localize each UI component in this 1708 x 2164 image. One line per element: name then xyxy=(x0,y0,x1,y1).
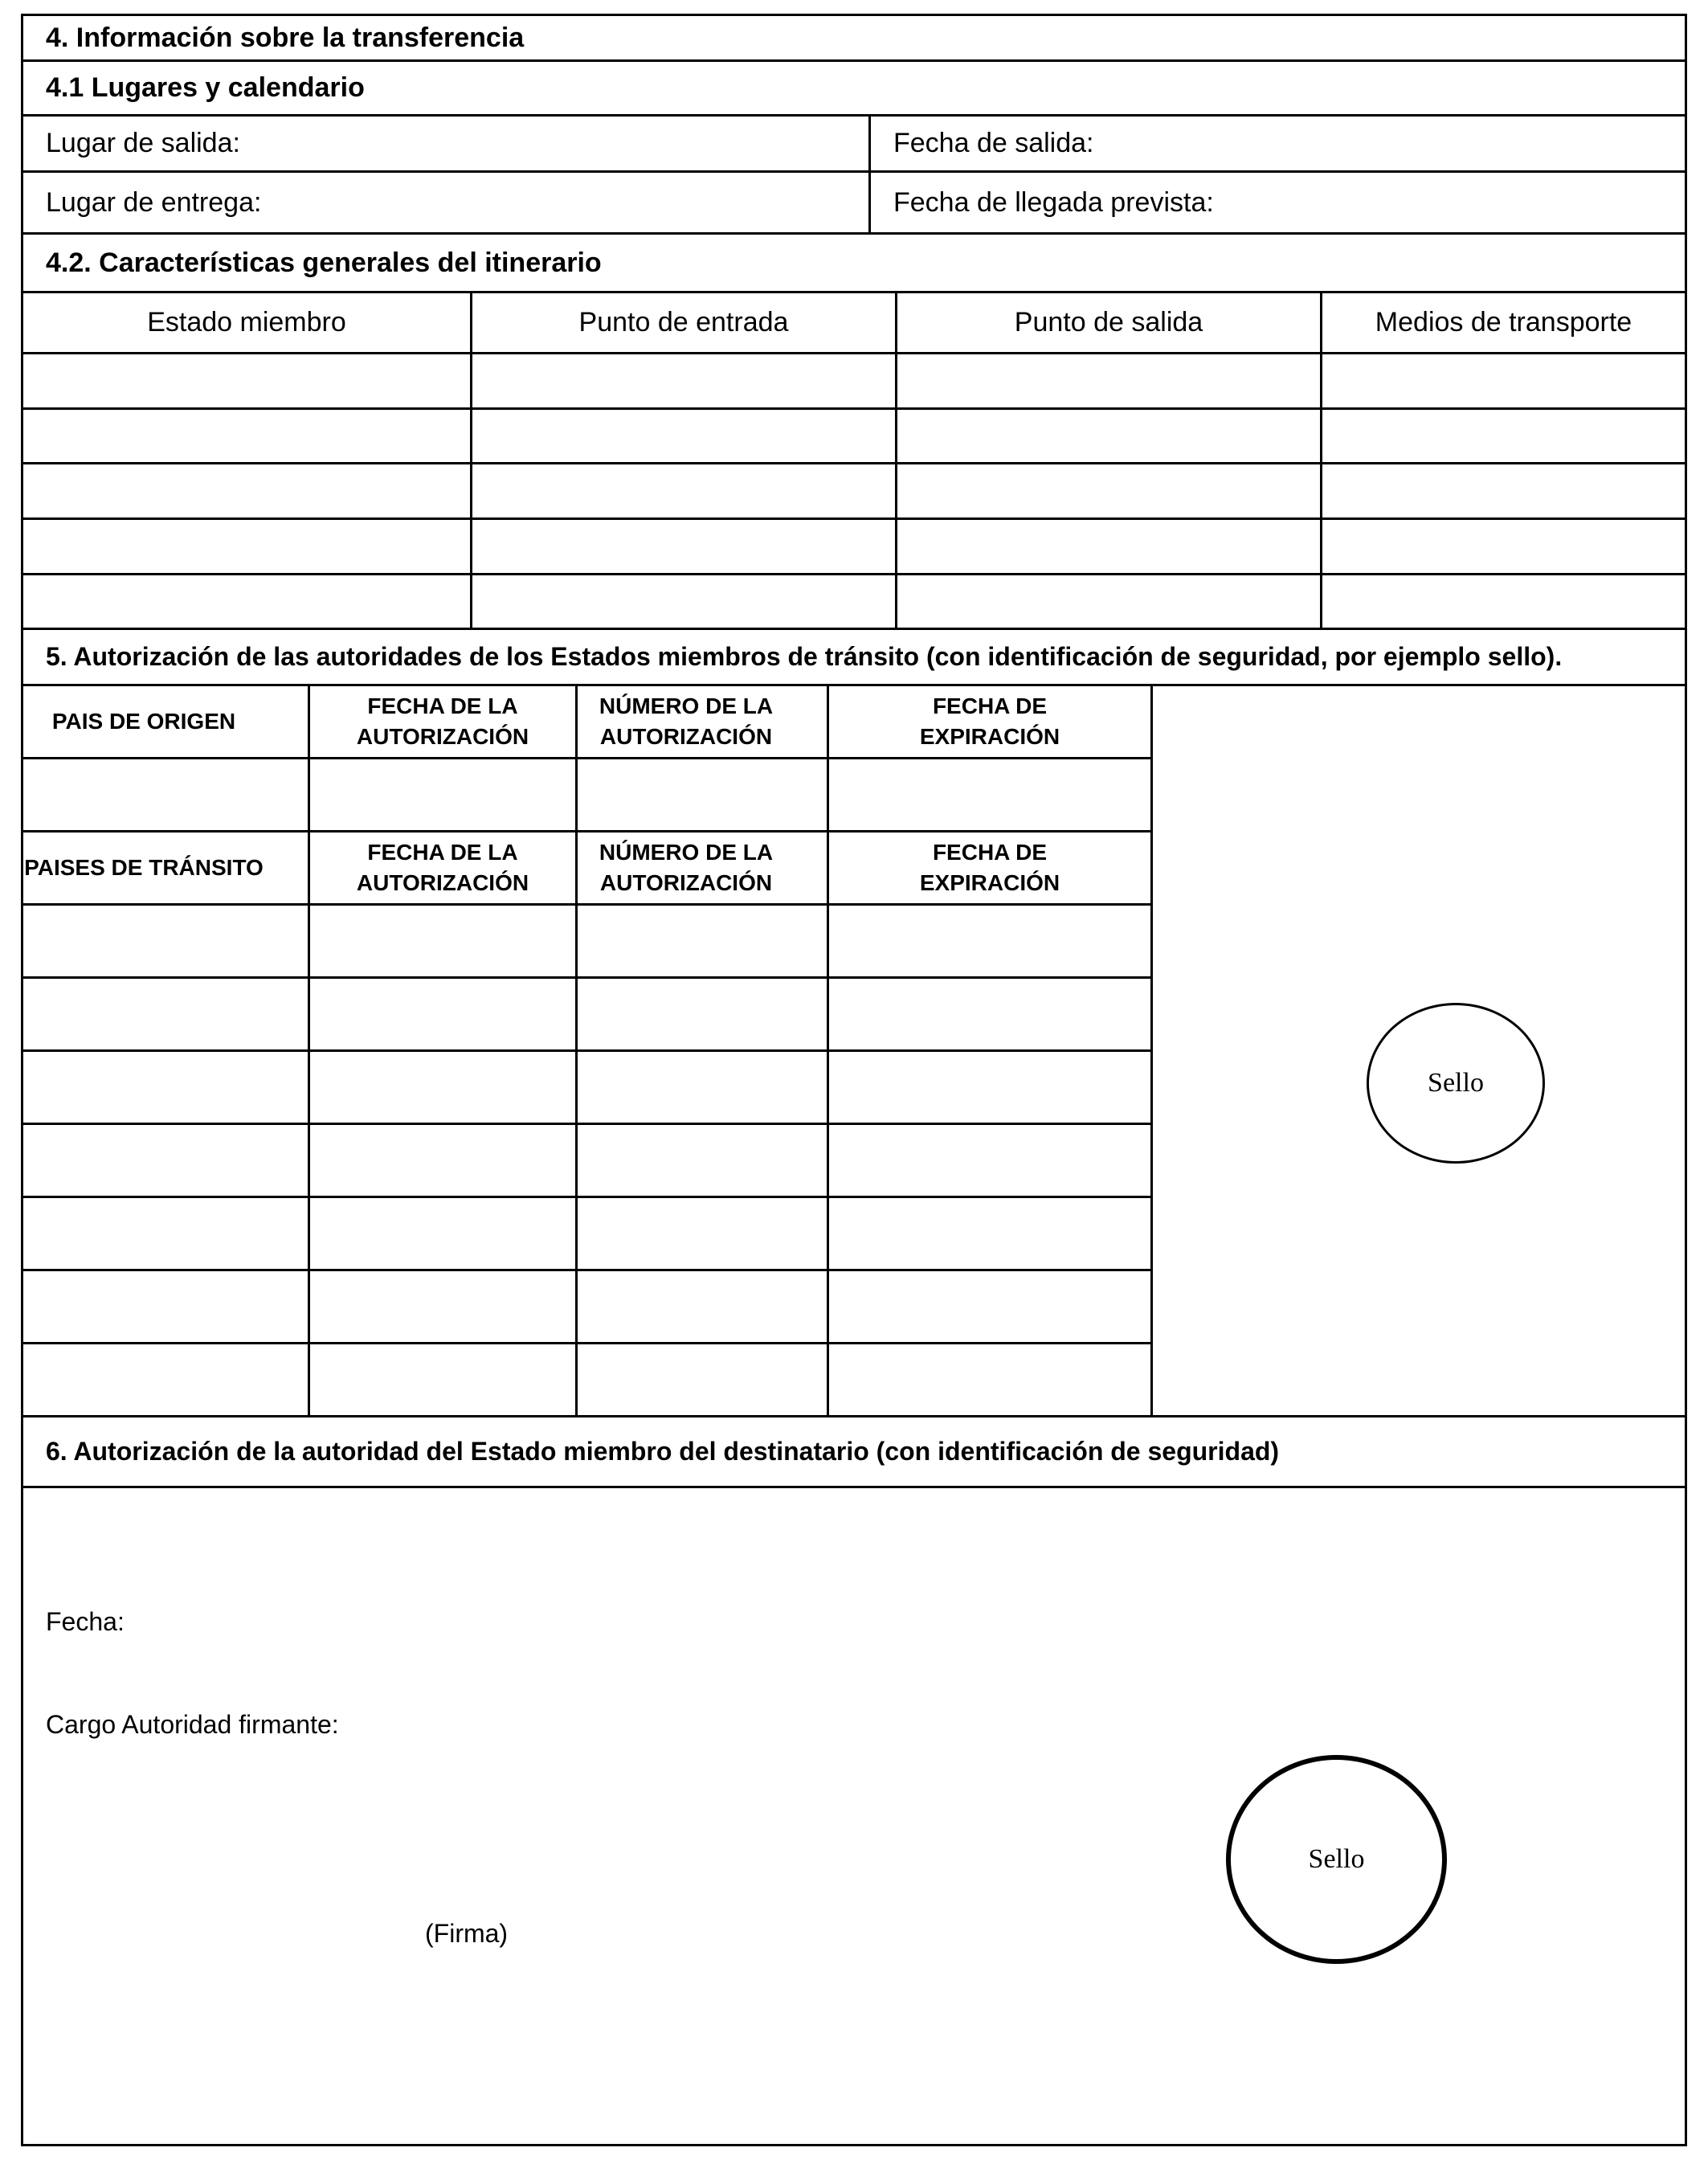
origin-auth-number-header-text: NÚMERO DE LA AUTORIZACIÓN xyxy=(599,693,774,749)
departure-date-label: Fecha de salida: xyxy=(893,128,1094,158)
section-5-title-text: 5. Autorización de las autoridades de los Estados miembros de tránsito (con identificación de seguridad, por ejemplo sello). xyxy=(46,642,1563,671)
col-entry-point xyxy=(470,293,895,352)
itinerary-row xyxy=(23,520,1685,575)
transit-auth-number-header xyxy=(578,832,795,903)
section-5-table xyxy=(23,686,1685,1417)
transfer-form xyxy=(21,14,1687,2146)
itinerary-cell[interactable] xyxy=(1320,520,1685,573)
signing-authority-label: Cargo Autoridad firmante: xyxy=(46,1710,339,1739)
transit-expiry-header-text: FECHA DE EXPIRACIÓN xyxy=(919,840,1060,895)
col-member-state-text: Estado miembro xyxy=(147,307,346,337)
col-transport xyxy=(1320,293,1685,352)
itinerary-cell[interactable] xyxy=(23,575,470,628)
section-4-1-title-text: 4.1 Lugares y calendario xyxy=(46,72,365,103)
arrival-date-field[interactable] xyxy=(868,173,1685,232)
date-label: Fecha: xyxy=(46,1607,125,1636)
col-entry-point-text: Punto de entrada xyxy=(578,307,789,337)
transit-country-header xyxy=(23,832,264,903)
itinerary-header-row xyxy=(23,293,1685,354)
itinerary-cell[interactable] xyxy=(470,410,895,462)
transit-country-header-text: PAISES DE TRÁNSITO xyxy=(24,855,264,880)
origin-expiry-header xyxy=(829,686,1150,757)
itinerary-cell[interactable] xyxy=(895,520,1320,573)
itinerary-cell[interactable] xyxy=(470,464,895,517)
origin-auth-date-header xyxy=(310,686,575,757)
section-5-title xyxy=(23,630,1685,686)
origin-country-header-text: PAIS DE ORIGEN xyxy=(51,709,236,734)
itinerary-cell[interactable] xyxy=(470,575,895,628)
itinerary-cell[interactable] xyxy=(895,575,1320,628)
arrival-date-label: Fecha de llegada prevista: xyxy=(893,186,1214,218)
signature-label: (Firma) xyxy=(425,1919,509,1948)
transit-auth-number-header-text: NÚMERO DE LA AUTORIZACIÓN xyxy=(599,840,774,895)
transit-stamp-text: Sello xyxy=(1428,1068,1484,1098)
col-exit-point-text: Punto de salida xyxy=(1014,307,1203,337)
section-6-title xyxy=(23,1417,1685,1488)
grid-line xyxy=(1150,686,1153,1415)
recipient-stamp xyxy=(1226,1755,1447,1964)
section-6-title-text: 6. Autorización de la autoridad del Estado miembro del destinatario (con identificación de seguridad) xyxy=(46,1437,1280,1466)
grid-hline xyxy=(23,903,1150,906)
departure-place-label: Lugar de salida: xyxy=(46,128,240,158)
col-exit-point xyxy=(895,293,1320,352)
section-4-title-text: 4. Información sobre la transferencia xyxy=(46,22,525,53)
itinerary-cell[interactable] xyxy=(895,464,1320,517)
transit-expiry-header xyxy=(829,832,1150,903)
itinerary-cell[interactable] xyxy=(23,410,470,462)
transit-auth-date-header xyxy=(310,832,575,903)
departure-date-field[interactable] xyxy=(868,117,1685,170)
section-4-2-title xyxy=(23,235,1685,293)
col-transport-text: Medios de transporte xyxy=(1375,307,1632,337)
origin-country-header xyxy=(23,686,264,757)
origin-auth-number-header xyxy=(578,686,795,757)
itinerary-cell[interactable] xyxy=(1320,575,1685,628)
itinerary-row xyxy=(23,575,1685,630)
departure-place-field[interactable] xyxy=(23,117,868,170)
delivery-place-field[interactable] xyxy=(23,173,868,232)
itinerary-cell[interactable] xyxy=(23,464,470,517)
grid-hline xyxy=(23,1196,1150,1198)
section-4-1-title xyxy=(23,62,1685,117)
itinerary-cell[interactable] xyxy=(23,354,470,407)
origin-expiry-header-text: FECHA DE EXPIRACIÓN xyxy=(919,693,1060,749)
itinerary-cell[interactable] xyxy=(895,354,1320,407)
grid-hline xyxy=(23,1049,1150,1052)
departure-row xyxy=(23,117,1685,173)
itinerary-row xyxy=(23,464,1685,520)
grid-hline xyxy=(23,976,1150,979)
recipient-stamp-text: Sello xyxy=(1308,1844,1365,1874)
transit-auth-date-header-text: FECHA DE LA AUTORIZACIÓN xyxy=(356,840,529,895)
itinerary-cell[interactable] xyxy=(470,520,895,573)
itinerary-cell[interactable] xyxy=(1320,464,1685,517)
section-4-2-title-text: 4.2. Características generales del itinerario xyxy=(46,247,602,278)
itinerary-cell[interactable] xyxy=(23,520,470,573)
itinerary-cell[interactable] xyxy=(895,410,1320,462)
itinerary-cell[interactable] xyxy=(1320,354,1685,407)
transit-stamp xyxy=(1367,1003,1545,1164)
itinerary-row xyxy=(23,410,1685,464)
section-4-title xyxy=(23,16,1685,62)
itinerary-row xyxy=(23,354,1685,410)
origin-auth-date-header-text: FECHA DE LA AUTORIZACIÓN xyxy=(356,693,529,749)
delivery-row xyxy=(23,173,1685,235)
grid-hline xyxy=(23,1123,1150,1125)
itinerary-cell[interactable] xyxy=(1320,410,1685,462)
col-member-state xyxy=(23,293,470,352)
delivery-place-label: Lugar de entrega: xyxy=(46,186,262,218)
grid-hline xyxy=(23,1269,1150,1271)
grid-hline xyxy=(23,757,1150,759)
itinerary-cell[interactable] xyxy=(470,354,895,407)
grid-hline xyxy=(23,1342,1150,1344)
